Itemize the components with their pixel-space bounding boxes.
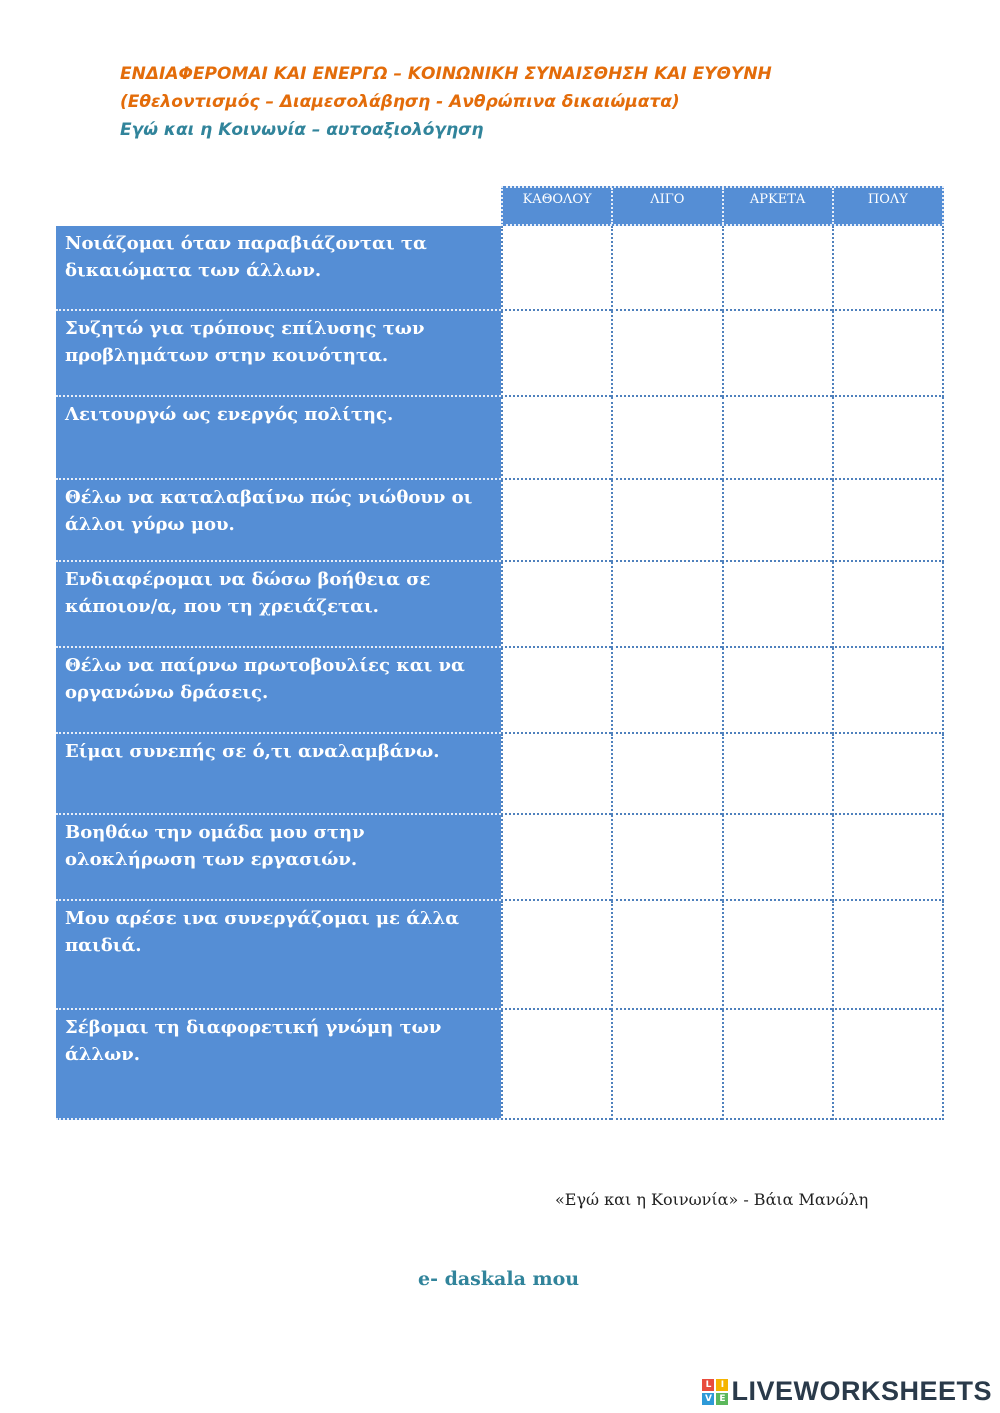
answer-cell-none[interactable]	[501, 1010, 611, 1120]
answer-cell-none[interactable]	[501, 815, 611, 901]
table-row	[56, 226, 944, 311]
logo-letter: L	[702, 1379, 714, 1391]
answer-cell-little[interactable]	[611, 1010, 721, 1120]
statement-cell: Σέβομαι τη διαφορετική γνώμη των άλλων.	[56, 1010, 501, 1120]
liveworksheets-brand	[702, 1376, 992, 1407]
answer-cell-much[interactable]	[832, 648, 944, 734]
worksheet-subtitle: (Εθελοντισμός – Διαμεσολάβηση - Ανθρώπινα δικαιώματα)	[120, 92, 680, 112]
logo-letter: E	[716, 1393, 728, 1405]
answer-cell-little[interactable]	[611, 734, 721, 815]
answer-cell-much[interactable]	[832, 815, 944, 901]
statement-cell: Συζητώ για τρόπους επίλυσης των προβλημάτων στην κοινότητα.	[56, 311, 501, 397]
answer-cell-enough[interactable]	[722, 397, 832, 480]
column-header-none: ΚΑΘΟΛΟΥ	[503, 188, 613, 224]
table-row	[56, 1010, 944, 1120]
answer-cell-much[interactable]	[832, 397, 944, 480]
table-row	[56, 397, 944, 480]
answer-cell-enough[interactable]	[722, 480, 832, 562]
answer-cell-none[interactable]	[501, 397, 611, 480]
site-name: e- daskala mou	[418, 1268, 580, 1290]
statement-cell: Μου αρέσε ινα συνεργάζομαι με άλλα παιδιά.	[56, 901, 501, 1010]
table-row	[56, 311, 944, 397]
answer-cell-none[interactable]	[501, 648, 611, 734]
answer-cell-enough[interactable]	[722, 311, 832, 397]
answer-cell-much[interactable]	[832, 480, 944, 562]
answer-cell-little[interactable]	[611, 397, 721, 480]
answer-cell-none[interactable]	[501, 734, 611, 815]
worksheet-section-title: Εγώ και η Κοινωνία – αυτοαξιολόγηση	[120, 120, 484, 140]
rating-column-headers	[501, 186, 944, 226]
answer-cell-enough[interactable]	[722, 562, 832, 648]
worksheet-title: ΕΝΔΙΑΦΕΡΟΜΑΙ ΚΑΙ ΕΝΕΡΓΩ – ΚΟΙΝΩΝΙΚΗ ΣΥΝΑΙΣΘΗΣΗ ΚΑΙ ΕΥΘΥΝΗ	[120, 64, 772, 84]
answer-cell-little[interactable]	[611, 815, 721, 901]
answer-cell-enough[interactable]	[722, 734, 832, 815]
self-assessment-table	[56, 226, 944, 1120]
table-row	[56, 734, 944, 815]
statement-cell: Νοιάζομαι όταν παραβιάζονται τα δικαιώματα των άλλων.	[56, 226, 501, 311]
statement-cell: Θέλω να παίρνω πρωτοβουλίες και να οργανώνω δράσεις.	[56, 648, 501, 734]
column-header-enough: ΑΡΚΕΤΑ	[724, 188, 834, 224]
answer-cell-little[interactable]	[611, 480, 721, 562]
statement-cell: Ενδιαφέρομαι να δώσω βοήθεια σε κάποιον/α, που τη χρειάζεται.	[56, 562, 501, 648]
liveworksheets-logo-icon	[702, 1379, 728, 1405]
author-credit: «Εγώ και η Κοινωνία» - Βάια Μανώλη	[555, 1190, 869, 1209]
statement-cell: Θέλω να καταλαβαίνω πώς νιώθουν οι άλλοι γύρω μου.	[56, 480, 501, 562]
answer-cell-little[interactable]	[611, 562, 721, 648]
statement-cell: Λειτουργώ ως ενεργός πολίτης.	[56, 397, 501, 480]
table-row	[56, 901, 944, 1010]
answer-cell-enough[interactable]	[722, 1010, 832, 1120]
answer-cell-enough[interactable]	[722, 815, 832, 901]
answer-cell-little[interactable]	[611, 311, 721, 397]
answer-cell-enough[interactable]	[722, 648, 832, 734]
answer-cell-much[interactable]	[832, 226, 944, 311]
answer-cell-much[interactable]	[832, 734, 944, 815]
table-row	[56, 815, 944, 901]
answer-cell-enough[interactable]	[722, 901, 832, 1010]
answer-cell-none[interactable]	[501, 562, 611, 648]
liveworksheets-wordmark: LIVEWORKSHEETS	[731, 1376, 992, 1406]
answer-cell-much[interactable]	[832, 1010, 944, 1120]
logo-letter: I	[716, 1379, 728, 1391]
answer-cell-none[interactable]	[501, 226, 611, 311]
table-row	[56, 480, 944, 562]
answer-cell-none[interactable]	[501, 480, 611, 562]
column-header-little: ΛΙΓΟ	[613, 188, 723, 224]
statement-cell: Είμαι συνεπής σε ό,τι αναλαμβάνω.	[56, 734, 501, 815]
worksheet-header	[120, 60, 772, 144]
answer-cell-much[interactable]	[832, 901, 944, 1010]
answer-cell-little[interactable]	[611, 901, 721, 1010]
table-row	[56, 562, 944, 648]
answer-cell-little[interactable]	[611, 648, 721, 734]
logo-letter: V	[702, 1393, 714, 1405]
answer-cell-much[interactable]	[832, 562, 944, 648]
table-row	[56, 648, 944, 734]
answer-cell-little[interactable]	[611, 226, 721, 311]
answer-cell-enough[interactable]	[722, 226, 832, 311]
answer-cell-none[interactable]	[501, 901, 611, 1010]
answer-cell-none[interactable]	[501, 311, 611, 397]
answer-cell-much[interactable]	[832, 311, 944, 397]
statement-cell: Βοηθάω την ομάδα μου στην ολοκλήρωση των εργασιών.	[56, 815, 501, 901]
column-header-much: ΠΟΛΥ	[867, 192, 908, 207]
